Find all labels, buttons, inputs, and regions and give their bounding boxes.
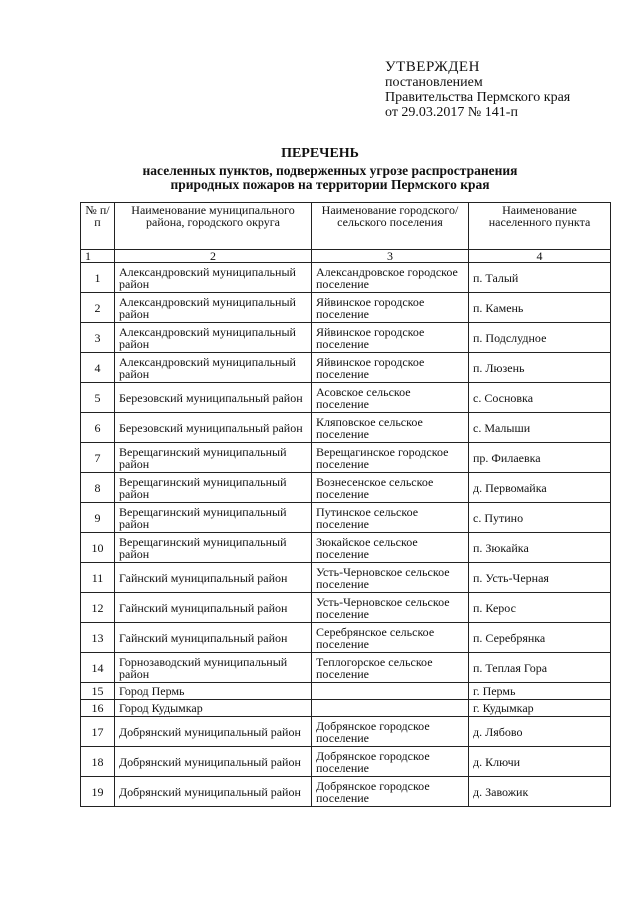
row-number: 5 <box>81 383 115 413</box>
locality-cell: д. Завожик <box>469 777 611 807</box>
row-number: 8 <box>81 473 115 503</box>
settlement-cell: Усть-Черновское сельское поселение <box>312 593 469 623</box>
row-number: 4 <box>81 353 115 383</box>
table-row <box>81 503 611 533</box>
settlement-cell: Яйвинское городское поселение <box>312 353 469 383</box>
row-number: 1 <box>81 263 115 293</box>
district-cell: Город Пермь <box>115 683 312 700</box>
locality-cell: с. Сосновка <box>469 383 611 413</box>
district-cell: Березовский муниципальный район <box>115 413 312 443</box>
localities-table <box>80 202 611 807</box>
locality-cell: г. Пермь <box>469 683 611 700</box>
table-row <box>81 293 611 323</box>
district-cell: Березовский муниципальный район <box>115 383 312 413</box>
document-subtitle <box>60 164 600 192</box>
table-row <box>81 593 611 623</box>
subtitle-line-2: природных пожаров на территории Пермского края <box>170 177 490 192</box>
row-number: 17 <box>81 717 115 747</box>
table-row <box>81 683 611 700</box>
column-numbers-row <box>81 250 611 263</box>
row-number: 2 <box>81 293 115 323</box>
table-row <box>81 473 611 503</box>
table-row <box>81 700 611 717</box>
table-body <box>81 263 611 807</box>
locality-cell: с. Малыши <box>469 413 611 443</box>
settlement-cell: Яйвинское городское поселение <box>312 323 469 353</box>
locality-cell: п. Камень <box>469 293 611 323</box>
approval-line-1: постановлением <box>385 75 483 90</box>
table-row <box>81 383 611 413</box>
row-number: 18 <box>81 747 115 777</box>
table-row <box>81 263 611 293</box>
table-row <box>81 443 611 473</box>
locality-cell: с. Путино <box>469 503 611 533</box>
locality-cell: п. Люзень <box>469 353 611 383</box>
settlement-cell: Кляповское сельское поселение <box>312 413 469 443</box>
row-number: 15 <box>81 683 115 700</box>
district-cell: Гайнский муниципальный район <box>115 623 312 653</box>
table-row <box>81 323 611 353</box>
locality-cell: п. Подслудное <box>469 323 611 353</box>
settlement-cell: Серебрянское сельское поселение <box>312 623 469 653</box>
locality-cell: д. Лябово <box>469 717 611 747</box>
locality-cell: п. Керос <box>469 593 611 623</box>
district-cell: Александровский муниципальный район <box>115 293 312 323</box>
approval-line-3: от 29.03.2017 № 141-п <box>385 105 518 120</box>
district-cell: Гайнский муниципальный район <box>115 593 312 623</box>
locality-cell: г. Кудымкар <box>469 700 611 717</box>
locality-cell: п. Зюкайка <box>469 533 611 563</box>
table-row <box>81 533 611 563</box>
settlement-cell: Асовское сельское поселение <box>312 383 469 413</box>
settlement-cell: Верещагинское городское поселение <box>312 443 469 473</box>
header-district: Наименование муниципального района, городского округа <box>115 203 312 250</box>
column-number: 4 <box>469 250 611 263</box>
district-cell: Александровский муниципальный район <box>115 263 312 293</box>
district-cell: Добрянский муниципальный район <box>115 717 312 747</box>
document-title: ПЕРЕЧЕНЬ <box>281 146 359 161</box>
settlement-cell: Усть-Черновское сельское поселение <box>312 563 469 593</box>
row-number: 3 <box>81 323 115 353</box>
district-cell: Александровский муниципальный район <box>115 353 312 383</box>
settlement-cell: Добрянское городское поселение <box>312 717 469 747</box>
row-number: 10 <box>81 533 115 563</box>
district-cell: Добрянский муниципальный район <box>115 777 312 807</box>
district-cell: Александровский муниципальный район <box>115 323 312 353</box>
table-row <box>81 777 611 807</box>
subtitle-line-1: населенных пунктов, подверженных угрозе распространения <box>142 163 518 178</box>
row-number: 6 <box>81 413 115 443</box>
district-cell: Гайнский муниципальный район <box>115 563 312 593</box>
header-settlement: Наименование городского/сельского поселения <box>312 203 469 250</box>
locality-cell: пр. Филаевка <box>469 443 611 473</box>
settlement-cell: Добрянское городское поселение <box>312 777 469 807</box>
table-row <box>81 413 611 443</box>
district-cell: Верещагинский муниципальный район <box>115 443 312 473</box>
row-number: 13 <box>81 623 115 653</box>
district-cell: Горнозаводский муниципальный район <box>115 653 312 683</box>
district-cell: Добрянский муниципальный район <box>115 747 312 777</box>
settlement-cell: Зюкайское сельское поселение <box>312 533 469 563</box>
settlement-cell: Добрянское городское поселение <box>312 747 469 777</box>
row-number: 19 <box>81 777 115 807</box>
table-row <box>81 653 611 683</box>
row-number: 7 <box>81 443 115 473</box>
header-number: № п/п <box>81 203 115 250</box>
table-row <box>81 747 611 777</box>
district-cell: Верещагинский муниципальный район <box>115 503 312 533</box>
approval-block <box>385 60 570 120</box>
district-cell: Верещагинский муниципальный район <box>115 473 312 503</box>
settlement-cell <box>312 700 469 717</box>
locality-cell: п. Талый <box>469 263 611 293</box>
row-number: 9 <box>81 503 115 533</box>
settlement-cell: Яйвинское городское поселение <box>312 293 469 323</box>
header-locality: Наименование населенного пункта <box>469 203 611 250</box>
locality-cell: д. Ключи <box>469 747 611 777</box>
settlement-cell: Путинское сельское поселение <box>312 503 469 533</box>
row-number: 16 <box>81 700 115 717</box>
locality-cell: п. Теплая Гора <box>469 653 611 683</box>
table-row <box>81 563 611 593</box>
locality-cell: д. Первомайка <box>469 473 611 503</box>
settlement-cell: Теплогорское сельское поселение <box>312 653 469 683</box>
settlement-cell <box>312 683 469 700</box>
table-row <box>81 353 611 383</box>
table-row <box>81 717 611 747</box>
approval-stamp: УТВЕРЖДЕН <box>385 59 480 75</box>
locality-cell: п. Усть-Черная <box>469 563 611 593</box>
locality-cell: п. Серебрянка <box>469 623 611 653</box>
district-cell: Город Кудымкар <box>115 700 312 717</box>
settlement-cell: Александровское городское поселение <box>312 263 469 293</box>
row-number: 14 <box>81 653 115 683</box>
settlement-cell: Вознесенское сельское поселение <box>312 473 469 503</box>
column-number: 2 <box>115 250 312 263</box>
row-number: 11 <box>81 563 115 593</box>
district-cell: Верещагинский муниципальный район <box>115 533 312 563</box>
approval-line-2: Правительства Пермского края <box>385 90 571 105</box>
column-number: 1 <box>81 250 115 263</box>
table-header-row <box>81 203 611 250</box>
column-number: 3 <box>312 250 469 263</box>
row-number: 12 <box>81 593 115 623</box>
table-row <box>81 623 611 653</box>
